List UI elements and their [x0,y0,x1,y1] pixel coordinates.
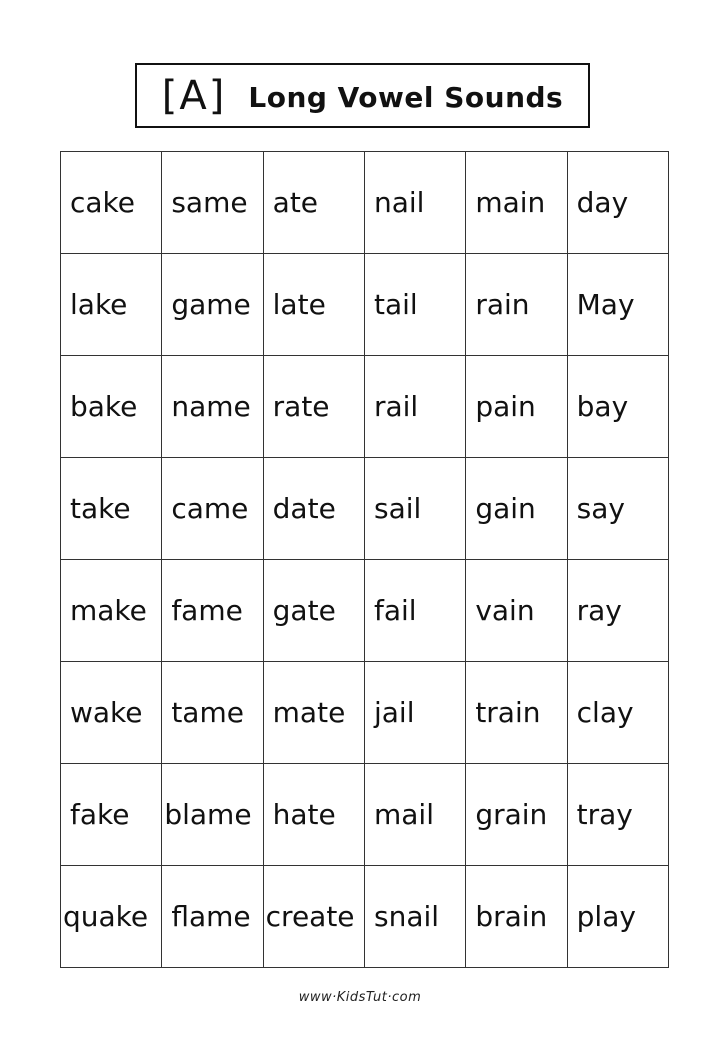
word-cell: jail [364,662,465,764]
word-cell: flame [162,866,263,968]
table-row [61,764,669,866]
word-cell: fake [61,764,162,866]
word-cell: grain [466,764,567,866]
word-cell: play [567,866,668,968]
word-cell: sail [364,458,465,560]
word-cell: lake [61,254,162,356]
word-cell: rate [263,356,364,458]
word-cell: create [263,866,364,968]
word-cell: tray [567,764,668,866]
word-cell: snail [364,866,465,968]
word-cell: tail [364,254,465,356]
word-cell: wake [61,662,162,764]
page-title: Long Vowel Sounds [248,81,564,114]
table-row [61,662,669,764]
word-cell: take [61,458,162,560]
word-cell: make [61,560,162,662]
word-cell: rain [466,254,567,356]
word-cell: gate [263,560,364,662]
word-cell: gain [466,458,567,560]
table-row [61,152,669,254]
word-cell: say [567,458,668,560]
word-cell: blame [162,764,263,866]
word-cell: quake [61,866,162,968]
word-cell: game [162,254,263,356]
word-cell: ate [263,152,364,254]
word-cell: mate [263,662,364,764]
table-row [61,458,669,560]
word-cell: mail [364,764,465,866]
table-row [61,254,669,356]
word-cell: bay [567,356,668,458]
title-box [135,63,590,128]
word-cell: fame [162,560,263,662]
word-cell: same [162,152,263,254]
word-cell: name [162,356,263,458]
word-cell: clay [567,662,668,764]
word-cell: brain [466,866,567,968]
word-cell: cake [61,152,162,254]
word-cell: late [263,254,364,356]
word-cell: nail [364,152,465,254]
word-cell: hate [263,764,364,866]
word-grid [60,151,669,968]
word-cell: date [263,458,364,560]
word-cell: came [162,458,263,560]
table-row [61,866,669,968]
word-cell: bake [61,356,162,458]
word-cell: fail [364,560,465,662]
title-letter: [A] [161,72,227,119]
word-cell: main [466,152,567,254]
word-cell: day [567,152,668,254]
word-cell: train [466,662,567,764]
word-cell: ray [567,560,668,662]
table-row [61,560,669,662]
table-row [61,356,669,458]
word-cell: May [567,254,668,356]
word-cell: rail [364,356,465,458]
website-footer: www·KidsTut·com [298,990,422,1005]
word-cell: tame [162,662,263,764]
word-cell: vain [466,560,567,662]
word-cell: pain [466,356,567,458]
